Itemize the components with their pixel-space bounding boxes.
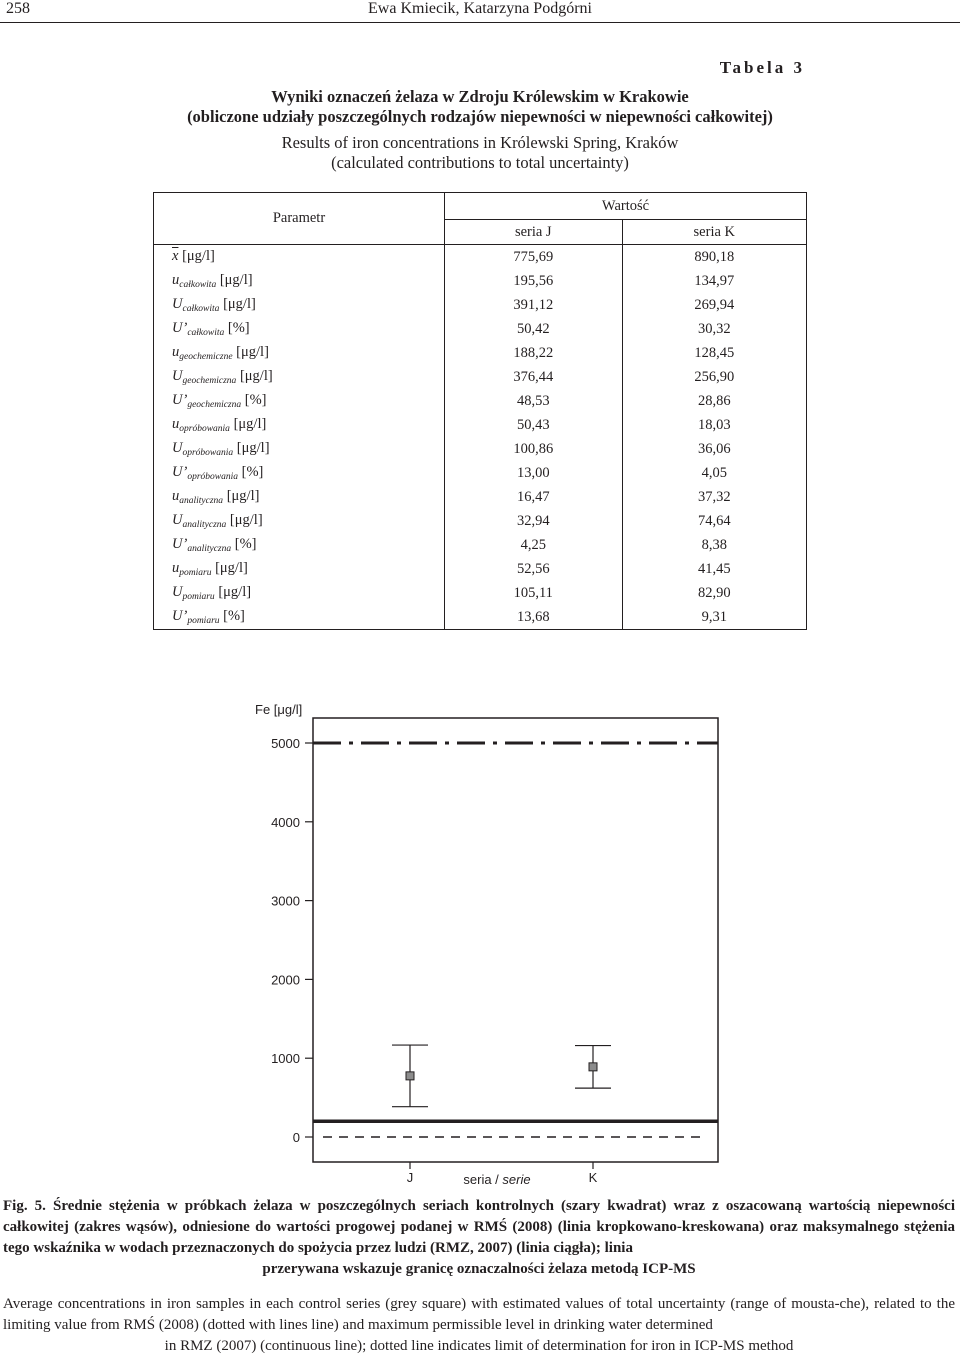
param-cell bbox=[154, 485, 445, 509]
table-label: Tabela 3 bbox=[719, 58, 805, 77]
value-seria-j: 195,56 bbox=[445, 269, 623, 293]
page-header bbox=[0, 0, 960, 26]
y-tick-label: 2000 bbox=[271, 972, 300, 988]
param-subscript: geochemiczna bbox=[182, 376, 237, 386]
param-symbol: U bbox=[172, 440, 183, 456]
table-title-pl-line1: Wyniki oznaczeń żelaza w Zdroju Królewskim w Krakowie bbox=[271, 87, 689, 106]
param-unit: [μg/l] bbox=[236, 440, 270, 456]
x-tick-label: J bbox=[406, 1170, 414, 1185]
param-cell bbox=[154, 293, 445, 317]
value-seria-j: 391,12 bbox=[445, 293, 623, 317]
value-seria-k: 28,86 bbox=[622, 389, 806, 413]
param-subscript: opróbowania bbox=[179, 424, 230, 434]
param-cell bbox=[154, 245, 445, 270]
param-subscript: analityczna bbox=[187, 544, 232, 554]
value-seria-k: 256,90 bbox=[622, 365, 806, 389]
param-unit: [%] bbox=[241, 464, 264, 480]
param-unit: [μg/l] bbox=[218, 584, 252, 600]
value-seria-k: 74,64 bbox=[622, 509, 806, 533]
param-subscript: całkowita bbox=[187, 328, 225, 338]
param-subscript: geochemiczna bbox=[187, 400, 242, 410]
table-row bbox=[154, 509, 807, 533]
param-cell bbox=[154, 269, 445, 293]
value-seria-j: 52,56 bbox=[445, 557, 623, 581]
running-authors: Ewa Kmiecik, Katarzyna Podgórni bbox=[368, 0, 592, 17]
caption-pl-label: Fig. 5. bbox=[3, 1198, 46, 1214]
y-tick-label: 1000 bbox=[271, 1051, 300, 1067]
table-row bbox=[154, 557, 807, 581]
table-row bbox=[154, 389, 807, 413]
table-row bbox=[154, 317, 807, 341]
param-unit: [μg/l] bbox=[226, 488, 260, 504]
param-cell bbox=[154, 341, 445, 365]
table-row bbox=[154, 341, 807, 365]
caption-en-last-line: in RMZ (2007) (continuous line); dotted line indicates limit of determination for iron in ICP-MS method bbox=[164, 1338, 794, 1354]
caption-en bbox=[3, 1294, 955, 1357]
mean-marker-K bbox=[589, 1063, 597, 1071]
page-number: 258 bbox=[6, 0, 30, 17]
param-symbol: U bbox=[172, 512, 183, 528]
param-symbol: U’ bbox=[172, 536, 188, 552]
plot-frame bbox=[313, 718, 718, 1162]
x-tick-label: K bbox=[588, 1170, 598, 1185]
value-seria-j: 48,53 bbox=[445, 389, 623, 413]
param-cell bbox=[154, 461, 445, 485]
param-subscript: całkowita bbox=[179, 280, 217, 290]
value-seria-j: 32,94 bbox=[445, 509, 623, 533]
table-title-en-line1: Results of iron concentrations in Królewski Spring, Kraków bbox=[281, 133, 679, 152]
param-symbol: $\overline{x}$ bbox=[172, 248, 179, 264]
param-symbol: U’ bbox=[172, 608, 188, 624]
param-subscript: całkowita bbox=[182, 304, 220, 314]
param-unit: [μg/l] bbox=[233, 416, 267, 432]
results-table bbox=[153, 192, 807, 630]
fe-chart bbox=[0, 690, 960, 1190]
param-unit: [%] bbox=[223, 608, 245, 624]
param-symbol: U’ bbox=[172, 320, 188, 336]
value-seria-j: 50,43 bbox=[445, 413, 623, 437]
param-unit: [μg/l] bbox=[236, 344, 269, 360]
value-seria-j: 13,68 bbox=[445, 605, 623, 630]
y-tick-label: 0 bbox=[292, 1130, 300, 1145]
param-symbol: u bbox=[172, 416, 180, 432]
y-tick-label: 4000 bbox=[271, 814, 300, 830]
header-seria-k: seria K bbox=[622, 220, 806, 245]
x-axis-label bbox=[463, 1172, 530, 1187]
value-seria-k: 18,03 bbox=[622, 413, 806, 437]
param-unit: [%] bbox=[227, 320, 250, 336]
caption-en-text: Average concentrations in iron samples in each control series (grey square) with estimated values of total uncertainty (range of mousta-che), related to the limiting value from RMŚ (2008) (dotted with lines line) and maximum permissible level in drinking water determined bbox=[3, 1296, 955, 1333]
param-cell bbox=[154, 605, 445, 630]
x-axis-label-italic: serie bbox=[502, 1172, 531, 1187]
value-seria-k: 9,31 bbox=[622, 605, 806, 630]
param-subscript: analityczna bbox=[182, 520, 227, 530]
table-title-en-line2: (calculated contributions to total uncertainty) bbox=[331, 153, 629, 172]
table-row bbox=[154, 437, 807, 461]
value-seria-j: 16,47 bbox=[445, 485, 623, 509]
param-symbol: u bbox=[172, 488, 180, 504]
param-symbol: U bbox=[172, 584, 183, 600]
param-subscript: pomiaru bbox=[182, 592, 215, 602]
value-seria-k: 8,38 bbox=[622, 533, 806, 557]
mean-marker-J bbox=[406, 1072, 414, 1080]
table-row bbox=[154, 365, 807, 389]
param-unit: [%] bbox=[244, 392, 267, 408]
value-seria-k: 134,97 bbox=[622, 269, 806, 293]
value-seria-k: 82,90 bbox=[622, 581, 806, 605]
param-subscript: pomiaru bbox=[187, 616, 220, 626]
param-unit: [μg/l] bbox=[215, 560, 248, 576]
param-cell bbox=[154, 413, 445, 437]
param-symbol: u bbox=[172, 344, 180, 360]
table-title-pl bbox=[0, 87, 960, 127]
y-tick-label: 5000 bbox=[271, 736, 300, 751]
value-seria-j: 376,44 bbox=[445, 365, 623, 389]
param-symbol: U’ bbox=[172, 392, 188, 408]
param-unit: [μg/l] bbox=[223, 296, 256, 312]
caption-pl-last-line: przerywana wskazuje granicę oznaczalności żelaza metodą ICP-MS bbox=[262, 1261, 696, 1277]
param-cell bbox=[154, 437, 445, 461]
header-seria-j: seria J bbox=[445, 220, 623, 245]
param-unit: [μg/l] bbox=[229, 512, 263, 528]
param-subscript: geochemiczne bbox=[179, 352, 233, 362]
param-cell bbox=[154, 317, 445, 341]
param-symbol: U’ bbox=[172, 464, 188, 480]
value-seria-k: 36,06 bbox=[622, 437, 806, 461]
value-seria-k: 30,32 bbox=[622, 317, 806, 341]
param-unit: [μg/l] bbox=[219, 272, 253, 288]
param-cell bbox=[154, 533, 445, 557]
header-rule bbox=[0, 22, 960, 23]
value-seria-j: 50,42 bbox=[445, 317, 623, 341]
x-axis-label-main: seria / bbox=[463, 1172, 503, 1187]
value-seria-k: 890,18 bbox=[622, 245, 806, 270]
table-row bbox=[154, 461, 807, 485]
table-title-pl-line2: (obliczone udziały poszczególnych rodzajów niepewności w niepewności całkowitej) bbox=[187, 107, 773, 126]
table-row bbox=[154, 245, 807, 270]
value-seria-j: 105,11 bbox=[445, 581, 623, 605]
table-row bbox=[154, 269, 807, 293]
param-cell bbox=[154, 509, 445, 533]
caption-pl-text: Średnie stężenia w próbkach żelaza w poszczególnych seriach kontrolnych (szary kwadrat) wraz z oszacowaną wartością niepewności całkowitej (zakres wąsów), odniesione do wartości progowej podanej w RMŚ (2008) (linia kropkowano-kreskowana) oraz maksymalnego stężenia tego wskaźnika w wodach przeznaczonych do spożycia przez ludzi (RMZ, 2007) (linia ciągła); linia bbox=[3, 1198, 955, 1256]
param-cell bbox=[154, 389, 445, 413]
value-seria-j: 188,22 bbox=[445, 341, 623, 365]
param-subscript: pomiaru bbox=[179, 568, 212, 578]
param-unit: [μg/l] bbox=[182, 248, 215, 264]
table-row bbox=[154, 581, 807, 605]
header-wartosc: Wartość bbox=[445, 193, 807, 220]
table-title-en bbox=[0, 133, 960, 173]
param-subscript: opróbowania bbox=[182, 448, 234, 458]
table-row bbox=[154, 605, 807, 630]
value-seria-j: 4,25 bbox=[445, 533, 623, 557]
param-cell bbox=[154, 557, 445, 581]
value-seria-k: 128,45 bbox=[622, 341, 806, 365]
table-row bbox=[154, 485, 807, 509]
param-unit: [μg/l] bbox=[239, 368, 273, 384]
param-symbol: U bbox=[172, 368, 183, 384]
y-tick-label: 3000 bbox=[271, 893, 300, 909]
param-unit: [%] bbox=[234, 536, 257, 552]
param-subscript: opróbowania bbox=[187, 472, 238, 482]
table-row bbox=[154, 533, 807, 557]
y-axis-label: Fe [μg/l] bbox=[255, 702, 303, 717]
value-seria-j: 775,69 bbox=[445, 245, 623, 270]
value-seria-k: 37,32 bbox=[622, 485, 806, 509]
value-seria-k: 269,94 bbox=[622, 293, 806, 317]
value-seria-j: 100,86 bbox=[445, 437, 623, 461]
param-cell bbox=[154, 581, 445, 605]
param-symbol: u bbox=[172, 560, 180, 576]
param-symbol: u bbox=[172, 272, 180, 288]
param-symbol: U bbox=[172, 296, 183, 312]
value-seria-j: 13,00 bbox=[445, 461, 623, 485]
table-row bbox=[154, 413, 807, 437]
value-seria-k: 41,45 bbox=[622, 557, 806, 581]
table-row bbox=[154, 293, 807, 317]
param-subscript: analityczna bbox=[179, 496, 224, 506]
value-seria-k: 4,05 bbox=[622, 461, 806, 485]
param-cell bbox=[154, 365, 445, 389]
caption-pl bbox=[3, 1196, 955, 1280]
header-parametr: Parametr bbox=[154, 193, 445, 245]
